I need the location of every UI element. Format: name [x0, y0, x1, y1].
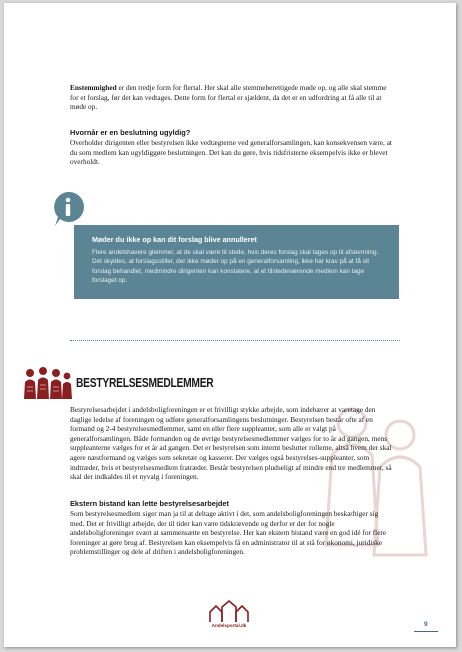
- subheading-ugyldig: Hvornår er en beslutning ugyldig?: [70, 128, 191, 137]
- document-page: [4, 3, 456, 647]
- subheading-ekstern-bistand: Ekstern bistand kan lette bestyrelsesarbejdet: [70, 499, 229, 508]
- houses-logo-icon: [206, 599, 252, 623]
- andelsportal-logo[interactable]: [206, 599, 252, 635]
- info-icon: [51, 190, 85, 228]
- paragraph-ekstern-bistand: Som bestyrelsesmedlem siger man ja til at deltage aktivt i det, som andelsboligforeningen beskæftiger sig med. Det er frivilligt arbejde, der til tider kan være tidskrævende og derfor er der for nogle andelsboligforeninger svært at sammensætte en bestyrelse. Her kan ekstern bistand være en god idé for flere foreninger at gøre brug af. Bestyrelsen kan eksempelvis få en administrator til at stå for økonomi, juridiske problemstillinger og dele af driften i andelsboligforeningen.: [70, 509, 387, 557]
- page-number-rule: [414, 631, 438, 632]
- info-box: [74, 225, 399, 299]
- logo-text: Andelsportal.dk: [211, 623, 247, 628]
- page-number: 9: [424, 621, 428, 628]
- info-box-text: Flere andelshavere glemmer, at de skal være til stede, hvis deres forslag skal tages op til afstemning. Det skyldes, at forslagsstiller, der ikke møder op på en generalforsamling, ikke har krav på at få sit forslag behandlet, medmindre dirigenten kan konstatere, at et tilstedeværende medlem kan tage forslaget op.: [92, 249, 379, 285]
- section-divider: [70, 340, 400, 341]
- section-title: BESTYRELSESMEDLEMMER: [76, 376, 214, 390]
- paragraph-enstemmighed: [70, 83, 392, 112]
- paragraph-ugyldig: Overholder dirigenten eller bestyrelsen ikke vedtægterne ved generalforsamlingen, kan konsekvensen være, at du som medlem kan ugyldiggøre beslutningen. Det kan du gøre, hvis tidsfristerne eksempelvis ikke er blevet overholdt.: [70, 138, 392, 167]
- paragraph-text: er den tredje form for flertal. Her skal alle stemmeberettigede møde op, og alle skal stemme for et forslag, før det kan vedtages. Dette form for flertal er sjældent, da det er en udfordring at få alle til at møde op.: [70, 83, 387, 112]
- board-members-icon: [22, 365, 72, 401]
- paragraph-bestyrelse: Bestyrelsesarbejdet i andelsboligforeningen er et frivilligt stykke arbejde, som indebærer at varetage den daglige ledelse af foreningen og udføre generalforsamlingens beslutninger. Bestyrelsen består ofte af en formand og 2-4 bestyrelsesmedlemmer, samt en eller flere suppleanter, som alle er valgt på generalforsamlingen. Både formanden og de øvrige bestyrelsesmedlemmer vælges for to år ad gangen, mens suppleanterne vælges for et år ad gangen. Det er bestyrelsen som internt beslutter rollerne, altså hvem der skal agere næstformand og vælges som sekretær og kasserer. Der vælges også bestyrelses-suppleanter, som indtræder, hvis et bestyrelsesmedlem fratræder. Består bestyrelsen pludseligt af mindre end tre medlemmer, så skal der indkaldes til et nyvalg i foreningen.: [70, 405, 392, 482]
- info-box-title: Møder du ikke op kan dit forslag blive annulleret: [92, 235, 257, 244]
- lead-term: Enstemmighed: [70, 83, 117, 92]
